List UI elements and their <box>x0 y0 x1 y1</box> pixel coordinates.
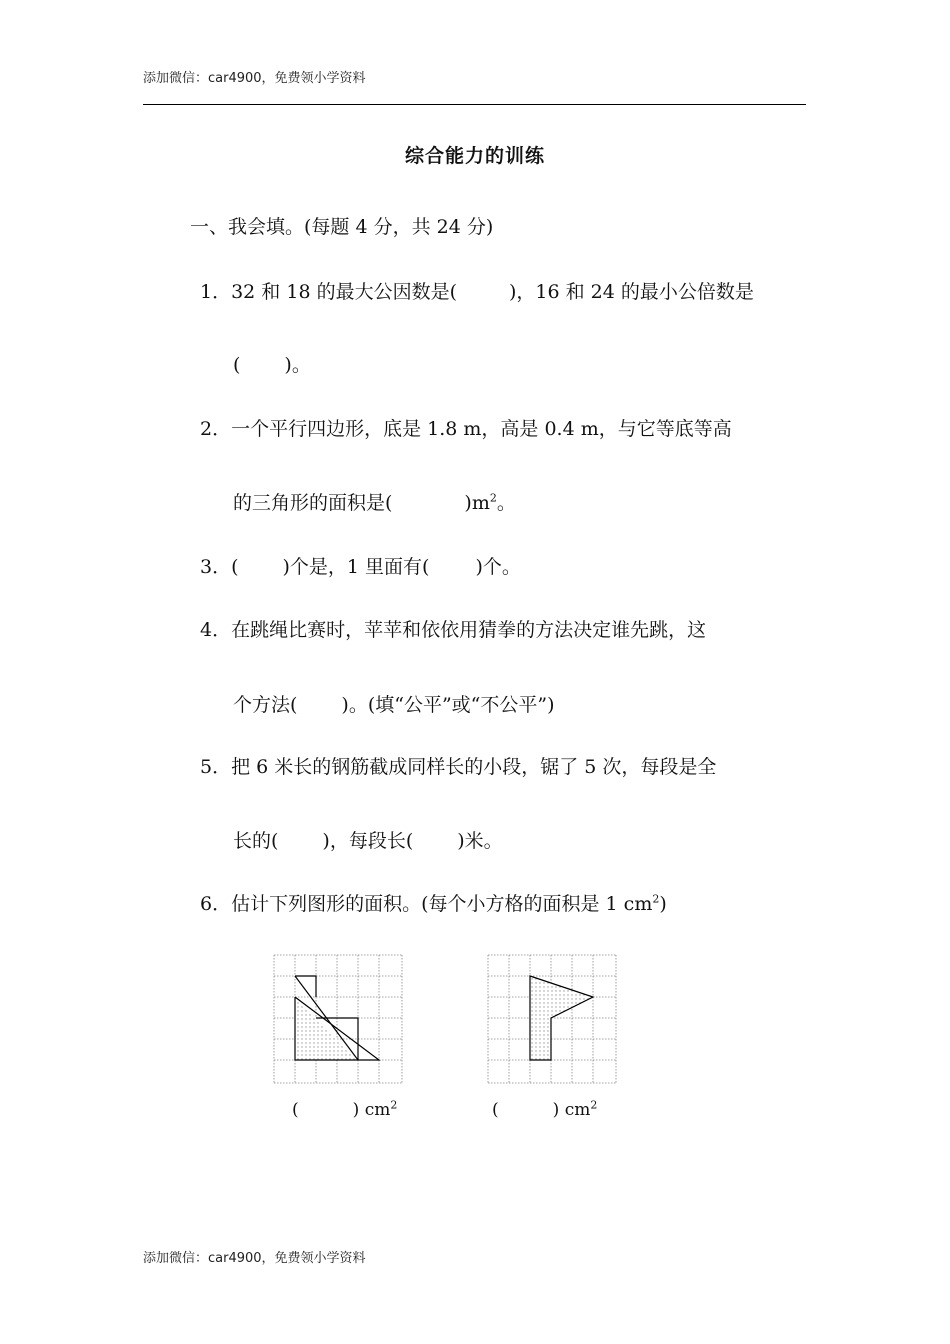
figure-1-shaded-triangle <box>295 997 358 1060</box>
question-1-text-b: )，16 和 24 的最小公倍数是 <box>508 281 754 303</box>
question-5-text-b: 长的( <box>233 830 279 852</box>
figure-1-unit-sup: 2 <box>390 1098 398 1112</box>
section-heading: 一、我会填。(每题 4 分，共 24 分) <box>190 216 494 238</box>
question-2-line-1 <box>200 414 732 441</box>
page-title: 综合能力的训练 <box>404 145 545 167</box>
question-4-text-b: 个方法( <box>233 694 298 716</box>
question-1-line-2 <box>233 350 311 377</box>
question-4-line-1 <box>200 615 706 642</box>
question-1-text-c: ( <box>233 354 241 376</box>
question-3-text-b: )个是，1 里面有( <box>282 556 430 578</box>
question-6-text-b: ) <box>659 893 667 915</box>
figure-1-unit: cm <box>364 1100 391 1120</box>
question-2-text-b: 的三角形的面积是( <box>233 492 393 514</box>
question-5-line-2 <box>233 826 503 853</box>
page-header: 添加微信：car4900，免费领小学资料 <box>143 71 366 86</box>
question-5-number: 5． <box>200 756 232 778</box>
figure-2-unit-sup: 2 <box>590 1098 598 1112</box>
question-5-text-c: )，每段长( <box>322 830 414 852</box>
question-3-number: 3． <box>200 556 232 578</box>
question-2-sup: 2 <box>489 491 497 505</box>
question-5-line-1 <box>200 752 716 779</box>
question-6-text-a: 估计下列图形的面积。(每个小方格的面积是 1 cm <box>231 893 653 915</box>
question-1-line-1 <box>200 277 754 304</box>
figure-2-open-paren: ( <box>492 1100 499 1120</box>
figure-1-answer <box>292 1100 397 1120</box>
question-3-text-a: ( <box>231 556 239 578</box>
figure-1-open-paren: ( <box>292 1100 299 1120</box>
question-2-number: 2． <box>200 418 232 440</box>
figure-1-close-paren: ) <box>352 1100 360 1120</box>
question-2-text-d: 。 <box>496 492 516 514</box>
header-rule <box>143 104 806 105</box>
question-6-line <box>200 889 667 916</box>
question-1-text-d: )。 <box>284 354 311 376</box>
question-5-text-a: 把 6 米长的钢筋截成同样长的小段，锯了 5 次，每段是全 <box>231 756 717 778</box>
figure-1-grid <box>272 953 404 1085</box>
question-3-line <box>200 552 521 579</box>
page-footer: 添加微信：car4900，免费领小学资料 <box>143 1251 366 1266</box>
figure-2-grid <box>486 953 618 1085</box>
question-5-text-d: )米。 <box>457 830 503 852</box>
question-4-text-a: 在跳绳比赛时，苹苹和依依用猜拳的方法决定谁先跳，这 <box>231 619 707 641</box>
question-6-sup: 2 <box>652 892 660 906</box>
question-3-text-c: )个。 <box>475 556 521 578</box>
question-4-line-2 <box>233 690 555 717</box>
question-2-line-2 <box>233 488 516 515</box>
figure-2-close-paren: ) <box>552 1100 560 1120</box>
question-4-text-c: )。(填“公平”或“不公平”) <box>341 694 555 716</box>
question-2-text-c: )m <box>464 492 490 514</box>
question-1-number: 1． <box>200 281 232 303</box>
question-4-number: 4． <box>200 619 232 641</box>
question-1-text-a: 32 和 18 的最大公因数是( <box>231 281 457 303</box>
question-6-number: 6． <box>200 893 232 915</box>
figure-2-answer <box>492 1100 597 1120</box>
figure-2-unit: cm <box>564 1100 591 1120</box>
question-2-text-a: 一个平行四边形，底是 1.8 m，高是 0.4 m，与它等底等高 <box>231 418 732 440</box>
